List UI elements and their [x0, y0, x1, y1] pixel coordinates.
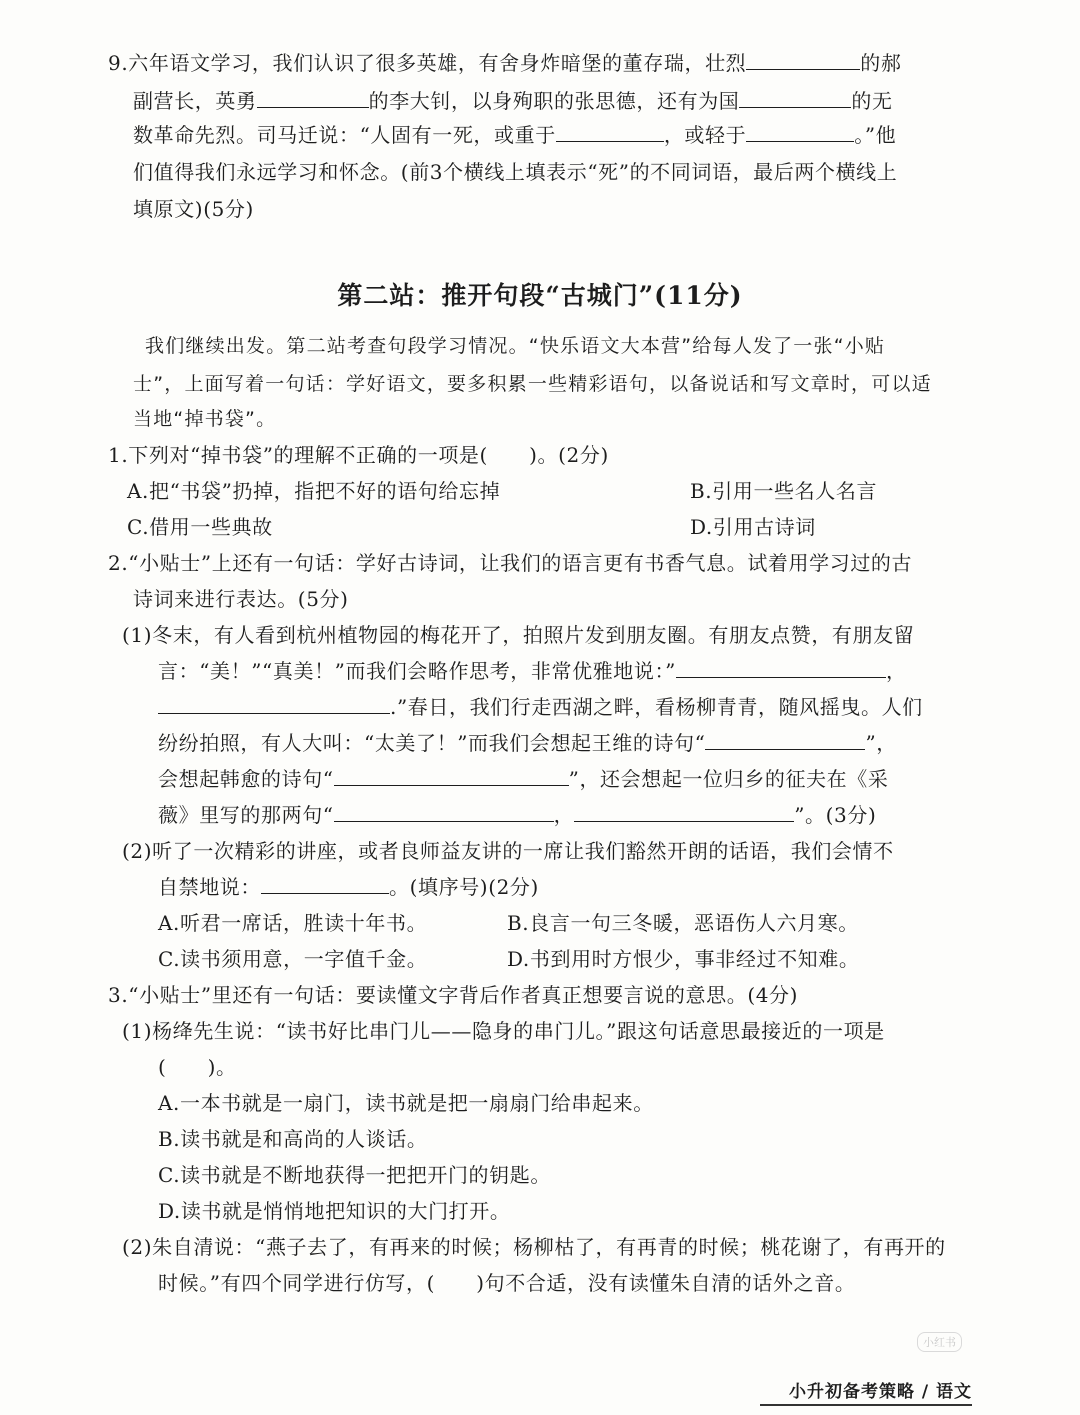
- q2-text: ”，还会想起一位归乡的征夫在《采: [568, 767, 889, 791]
- q1-option-b[interactable]: B.引用一些名人名言: [690, 479, 878, 503]
- q3-option-d[interactable]: D.读书就是悄悄地把知识的大门打开。: [158, 1199, 511, 1223]
- q3-part2-line-1: (2)朱自清说：“燕子去了，有再来的时候；杨柳枯了，有再青的时候；桃花谢了，有再开的: [122, 1235, 946, 1259]
- q9-text: 的李大钊，以身殉职的张思德，还有为国: [368, 89, 740, 113]
- q9-text: 数革命先烈。司马迁说：“人固有一死，或重于: [133, 123, 556, 147]
- q2-option-a[interactable]: A.听君一席话，胜读十年书。: [158, 911, 428, 935]
- intro-line-3: 当地“掉书袋”。: [133, 408, 277, 430]
- answer-blank[interactable]: [334, 801, 554, 822]
- q2-stem-2: 诗词来进行表达。(5分): [133, 587, 349, 611]
- q9-line-1: [108, 49, 901, 77]
- footer-divider: [760, 1404, 972, 1406]
- q9-line-3: [133, 121, 896, 149]
- q2-text: ”。(3分): [794, 803, 877, 827]
- q2-text: ，: [553, 803, 575, 827]
- q9-text: 。”他: [854, 123, 897, 147]
- q2-text: ，: [885, 659, 907, 683]
- answer-blank[interactable]: [556, 121, 664, 142]
- q2-part1-line-3: [158, 693, 923, 721]
- q2-part1-line-4: [158, 729, 897, 757]
- q2-text: 自禁地说：: [158, 875, 261, 899]
- q3-stem: 3.“小贴士”里还有一句话：要读懂文字背后作者真正想要言说的意思。(4分): [108, 983, 799, 1007]
- q2-stem-1: 2.“小贴士”上还有一句话：学好古诗词，让我们的语言更有书香气息。试着用学习过的古: [108, 551, 913, 575]
- answer-blank[interactable]: [334, 765, 569, 786]
- answer-blank[interactable]: [158, 693, 390, 714]
- q3-option-c[interactable]: C.读书就是不断地获得一把把开门的钥匙。: [158, 1163, 551, 1187]
- q2-text: 薇》里写的那两句“: [158, 803, 334, 827]
- q2-option-c[interactable]: C.读书须用意，一字值千金。: [158, 947, 428, 971]
- q2-text: 。(填序号)(2分): [389, 875, 539, 899]
- intro-line-1: 我们继续出发。第二站考查句段学习情况。“快乐语文大本营”给每人发了一张“小贴: [145, 335, 886, 357]
- q3-part1-line-1: (1)杨绛先生说：“读书好比串门儿——隐身的串门儿。”跟这句话意思最接近的一项是: [122, 1019, 885, 1043]
- answer-blank[interactable]: [746, 121, 854, 142]
- q9-text: 的郝: [860, 51, 902, 75]
- q1-option-d[interactable]: D.引用古诗词: [690, 515, 816, 539]
- q2-text: ”，: [865, 731, 897, 755]
- q2-part2-line-2: [158, 873, 539, 901]
- answer-blank[interactable]: [261, 873, 389, 894]
- q2-text: 纷纷拍照，有人大叫：“太美了！”而我们会想起王维的诗句“: [158, 731, 706, 755]
- q3-part1-line-2: ( )。: [158, 1055, 237, 1079]
- answer-blank[interactable]: [676, 657, 886, 678]
- q1-stem: 1.下列对“掉书袋”的理解不正确的一项是( )。(2分): [108, 443, 609, 467]
- q2-text: .”春日，我们行走西湖之畔，看杨柳青青，随风摇曳。人们: [390, 695, 923, 719]
- q9-text: ，或轻于: [663, 123, 747, 147]
- q2-text: 言：“美！”“真美！”而我们会略作思考，非常优雅地说：”: [158, 659, 676, 683]
- q2-part2-line-1: (2)听了一次精彩的讲座，或者良师益友讲的一席让我们豁然开朗的话语，我们会情不: [122, 839, 894, 863]
- q9-line-5: 填原文)(5分): [133, 197, 254, 221]
- answer-blank[interactable]: [257, 87, 369, 108]
- q2-part1-line-2: [158, 657, 907, 685]
- q3-part2-line-2: 时候。”有四个同学进行仿写，( )句不合适，没有读懂朱自清的话外之音。: [158, 1271, 856, 1295]
- q2-text: 会想起韩愈的诗句“: [158, 767, 334, 791]
- q9-text: 副营长，英勇: [133, 89, 257, 113]
- q2-option-d[interactable]: D.书到用时方恨少，事非经过不知难。: [507, 947, 860, 971]
- q3-option-a[interactable]: A.一本书就是一扇门，读书就是把一扇扇门给串起来。: [158, 1091, 654, 1115]
- answer-blank[interactable]: [705, 729, 865, 750]
- answer-blank[interactable]: [746, 49, 860, 70]
- q9-text: 的无: [851, 89, 893, 113]
- q2-option-b[interactable]: B.良言一句三冬暖，恶语伤人六月寒。: [507, 911, 859, 935]
- q1-option-c[interactable]: C.借用一些典故: [127, 515, 273, 539]
- answer-blank[interactable]: [739, 87, 851, 108]
- intro-line-2: 士”，上面写着一句话：学好语文，要多积累一些精彩语句，以备说话和写文章时，可以适: [133, 373, 932, 395]
- section-title: 第二站：推开句段“古城门”(11分): [337, 281, 743, 310]
- q2-part1-line-5: [158, 765, 888, 793]
- q9-text: 9.六年语文学习，我们认识了很多英雄，有舍身炸暗堡的董存瑞，壮烈: [108, 51, 747, 75]
- q2-part1-line-6: [158, 801, 876, 829]
- watermark-logo: 小红书: [917, 1332, 962, 1352]
- footer-label: 小升初备考策略 / 语文: [788, 1382, 972, 1402]
- q9-line-2: [133, 87, 893, 115]
- answer-blank[interactable]: [574, 801, 794, 822]
- q2-part1-line-1: (1)冬末，有人看到杭州植物园的梅花开了，拍照片发到朋友圈。有朋友点赞，有朋友留: [122, 623, 915, 647]
- q1-option-a[interactable]: A.把“书袋”扔掉，指把不好的语句给忘掉: [127, 479, 501, 503]
- q3-option-b[interactable]: B.读书就是和高尚的人谈话。: [158, 1127, 428, 1151]
- q9-line-4: 们值得我们永远学习和怀念。(前3个横线上填表示“死”的不同词语，最后两个横线上: [133, 160, 898, 184]
